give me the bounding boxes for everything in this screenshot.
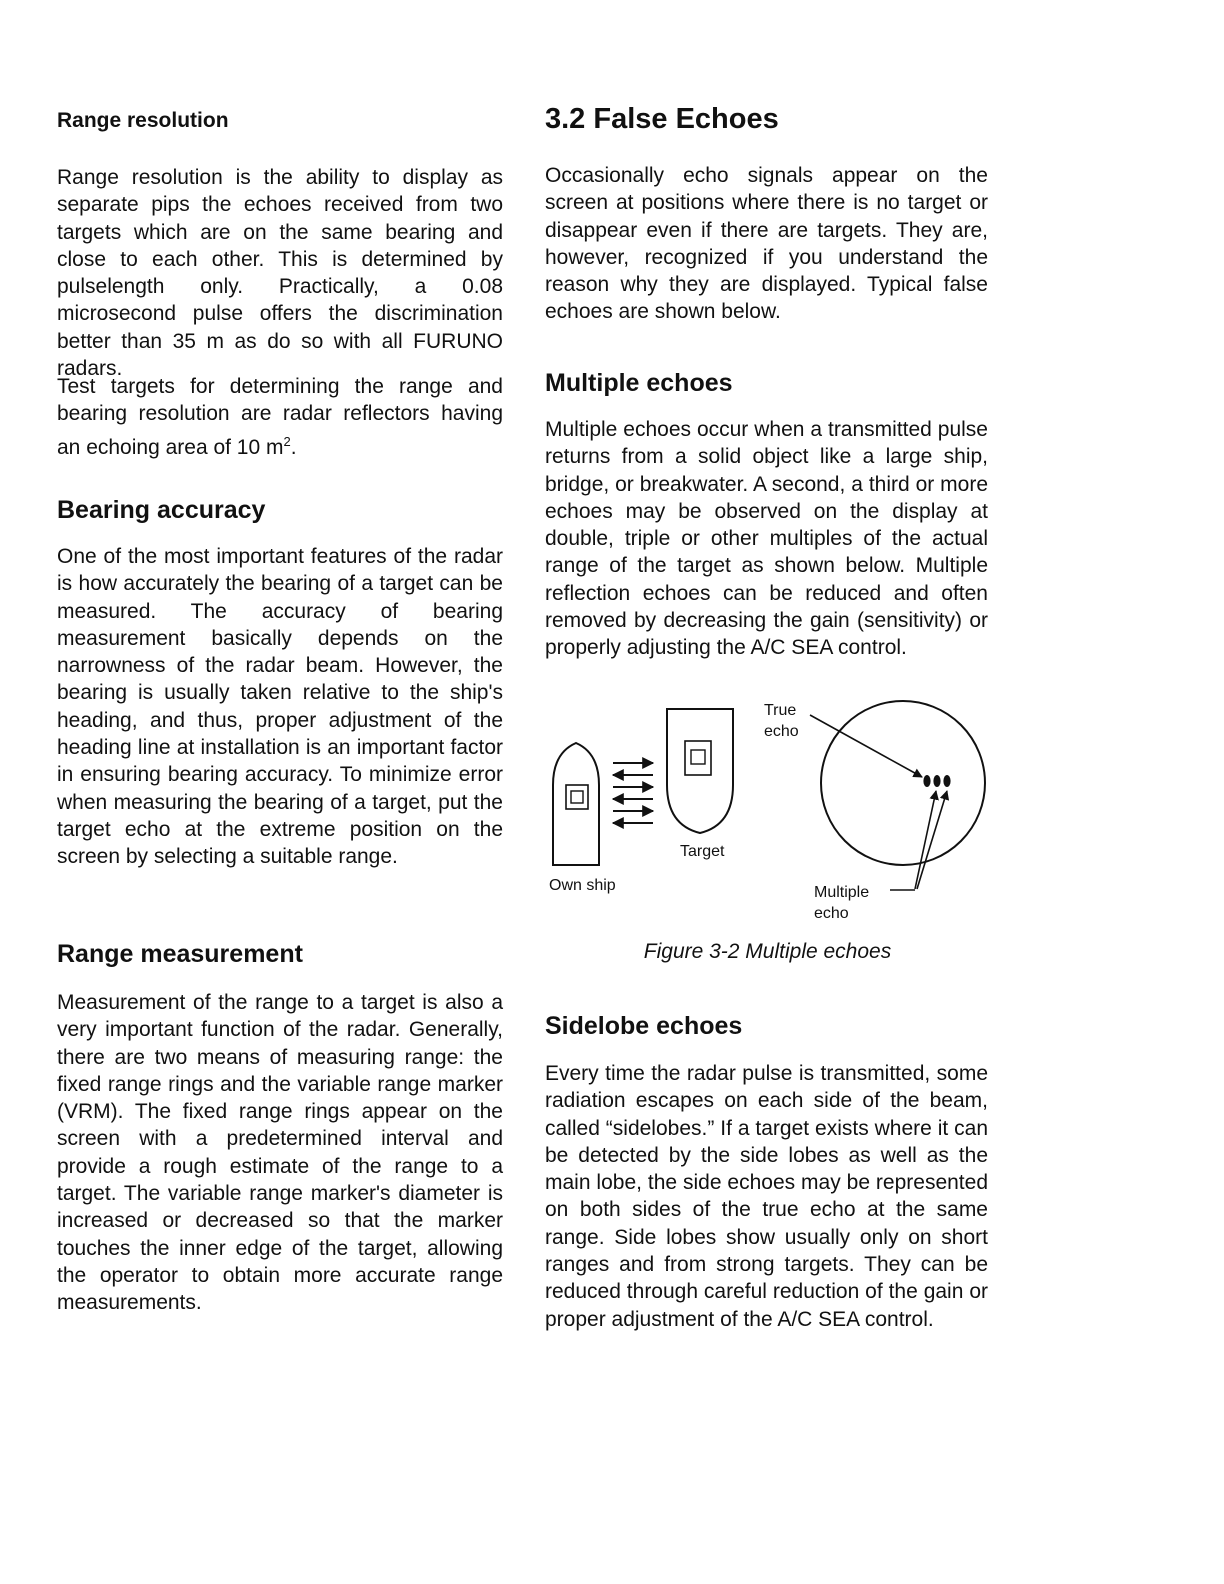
bearing-accuracy-heading: Bearing accuracy [57,496,266,524]
true-echo-label-line2: echo [764,723,799,740]
sidelobe-echoes-heading: Sidelobe echoes [545,1012,743,1040]
range-measurement-heading: Range measurement [57,940,303,968]
test-targets-paragraph [57,373,503,461]
sidelobe-echoes-paragraph: Every time the radar pulse is transmitted, some radiation escapes on each side of the beam, called “sidelobes.” If a target exists where it can be detected by the side lobes as well as the main lobe, the side echoes may be represented on both sides of the true echo at the same range. Side lobes show usually only on short ranges and from strong targets. They can be reduced through careful reduction of the gain or proper adjustment of the A/C SEA control. [545,1062,988,1331]
radar-scope-circle [821,701,985,865]
multiple-echoes-figure [545,693,990,933]
range-resolution-heading: Range resolution [57,109,229,132]
target-label: Target [680,843,725,860]
multiple-echo-label-line2: echo [814,905,849,922]
multiple-echoes-paragraph: Multiple echoes occur when a transmitted pulse returns from a solid object like a large ship, bridge, or breakwater. A second, a third or more echoes may be observed on the display at double, triple or other multiples of the actual range of the target as shown below. Multiple reflection echoes can be reduced and often removed by decreasing the gain (sensitivity) or properly adjusting the A/C SEA control. [545,418,988,660]
multiple-echo-label-line1: Multiple [814,884,870,901]
range-measurement-paragraph: Measurement of the range to a target is also a very important function of the radar. Generally, there are two means of measuring range: the fixed range rings and the variable range marker (VRM). The fixed range rings appear on the screen with a predetermined interval and provide a rough estimate of the range to a target. The variable range marker's diameter is increased or decreased so that the marker touches the inner edge of the target, allowing the operator to obtain more accurate range measurements. [57,991,503,1315]
multiple-echoes-diagram [545,693,990,933]
echo-pips [923,775,950,787]
true-echo-pointer [810,715,922,777]
pulse-arrows [613,763,653,823]
multiple-echo-pointers [890,791,947,890]
true-echo-label-line1: True [764,702,797,719]
target-ship-shape [667,709,733,833]
section-title: 3.2 False Echoes [545,103,779,135]
false-echoes-intro: Occasionally echo signals appear on the screen at positions where there is no target or disappear even if there are targets. They are, however, recognized if you understand the reason why they are displayed. Typical false echoes are shown below. [545,164,988,324]
own-ship-shape [553,743,599,865]
bearing-accuracy-paragraph: One of the most important features of the radar is how accurately the bearing of a target can be measured. The accuracy of bearing measurement basically depends on the narrowness of the radar beam. However, the bearing is usually taken relative to the ship's heading, and thus, proper adjustment of the heading line at installation is an important factor in ensuring bearing accuracy. To minimize error when measuring the bearing of a target, put the target echo at the extreme position on the screen by selecting a suitable range. [57,545,503,869]
multiple-echoes-heading: Multiple echoes [545,369,733,397]
test-targets-text: Test targets for determining the range and bearing resolution are radar reflectors having an echoing area of 10 m [57,375,503,459]
own-ship-label: Own ship [549,877,616,894]
test-targets-period: . [290,435,297,459]
superscript-two: 2 [283,433,291,449]
range-resolution-paragraph: Range resolution is the ability to display as separate pips the echoes received from two targets which are on the same bearing and close to each other. This is determined by pulselength only. Practically, a 0.08 microsecond pulse offers the discrimination better than 35 m as do so with all FURUNO radars. [57,166,503,381]
figure-caption: Figure 3-2 Multiple echoes [643,940,892,963]
